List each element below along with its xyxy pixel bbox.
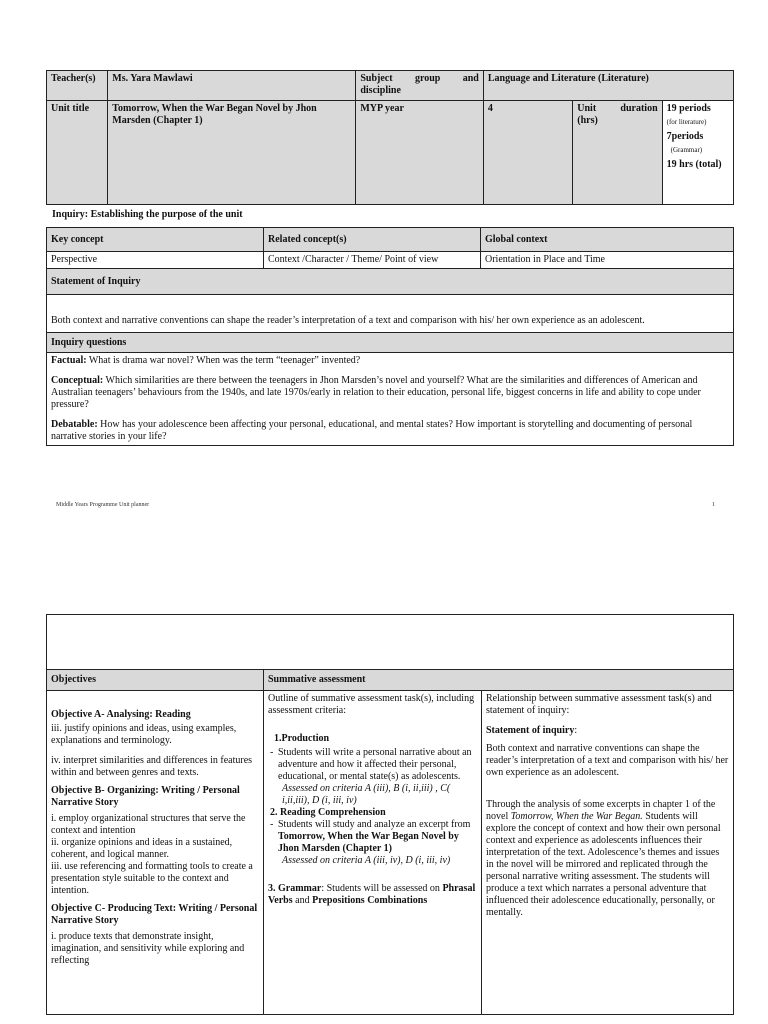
relationship-cell: Relationship between summative assessment task(s) and statement of inquiry: Statement of inquiry: Both context and narrative conventions can shape the reader’s interpretation of a text and comparison with his/ her own experience as an adolescent. Through the analysis of some excerpts in chapter 1 of the novel Tomorrow, When the War Began. Students will explore the concept of context and how their own personal context and experience as adolescents influences their interpretation of the text. Adolescence’s themes and issues in the novel will be mirrored and replicated through the personal narrative writing assessment. The students will produce a text which narrates a personal adventure that influenced their adolescence educationally, personally, or mentally. — [482, 691, 734, 1015]
global-context-value: Orientation in Place and Time — [481, 252, 734, 269]
objective-a-title: Objective A- Analysing: Reading — [51, 709, 191, 720]
debatable-question: Debatable: How has your adolescence been affecting your personal, educational, and mental states? How important is storytelling and documenting of personal narrative stories in your life? — [51, 419, 693, 442]
key-concept-label: Key concept — [47, 228, 264, 252]
related-concept-value: Context /Character / Theme/ Point of view — [264, 252, 481, 269]
inquiry-questions — [47, 353, 734, 446]
empty-box — [46, 614, 734, 670]
subject-value: Language and Literature (Literature) — [483, 71, 733, 101]
myp-year-label: MYP year — [356, 101, 484, 205]
production-title: 1.Production — [274, 733, 330, 744]
subject-label: Subject group and discipline — [356, 71, 484, 101]
statement-text: Both context and narrative conventions can shape the reader’s interpretation of a text and comparison with his/ her own experience as an adolescent. — [47, 295, 734, 333]
duration-value: 19 periods (for literature) 7periods (Grammar) 19 hrs (total) — [662, 101, 733, 205]
objective-c-title: Objective C- Producing Text: Writing / Personal Narrative Story — [51, 903, 258, 926]
teacher-label: Teacher(s) — [47, 71, 108, 101]
objectives-label: Objectives — [47, 670, 264, 691]
summative-cell: Outline of summative assessment task(s), including assessment criteria: 1.Production - Students will write a personal narrative about an adventure and how it affected their personal, educational, or mental state(s) as adolescents. Assessed on criteria A (iii), B (i, ii,iii) , C( i,ii,iii), D (i, iii, iv) 2. Reading Comprehension - Students will study and analyze an excerpt from Tomorrow, When the War Began Novel by Jhon Marsden (Chapter 1) Assessed on criteria A (iii, iv), D (i, iii, iv) 3. Grammar: Students will be assessed on Phrasal Verbs and Prepositions Combinations — [264, 691, 482, 1015]
related-concept-label: Related concept(s) — [264, 228, 481, 252]
page-number: 1 — [712, 502, 715, 508]
conceptual-question: Conceptual: Which similarities are there between the teenagers in Jhon Marsden’s novel and yourself? What are the similarities and differences of American and Australian teenagers’ behaviours from the 1940s, and late 1970s/early in relation to their education, personal life, biggest concerns in life and ability to cope under pressure? — [51, 375, 701, 410]
inquiry-heading: Inquiry: Establishing the purpose of the unit — [52, 209, 243, 220]
objectives-cell: Objective A- Analysing: Reading iii. justify opinions and ideas, using examples, explanations and terminology. iv. interpret similarities and differences in features within and between genres and texts. Objective B- Organizing: Writing / Personal Narrative Story i. employ organizational structures that serve the context and intention ii. organize opinions and ideas in a sustained, coherent, and logical manner. iii. use referencing and formatting tools to create a presentation style suitable to the context and intention. Objective C- Producing Text: Writing / Personal Narrative Story i. produce texts that demonstrate insight, imagination, and sensitivity while exploring and reflecting — [47, 691, 264, 1015]
key-concept-value: Perspective — [47, 252, 264, 269]
teacher-value: Ms. Yara Mawlawi — [108, 71, 356, 101]
objective-b-title: Objective B- Organizing: Writing / Personal Narrative Story — [51, 785, 240, 808]
unit-header-table — [46, 70, 734, 205]
objectives-table — [46, 669, 734, 1015]
global-context-label: Global context — [481, 228, 734, 252]
statement-label: Statement of Inquiry — [47, 269, 734, 295]
inquiry-table — [46, 227, 734, 446]
unit-title-label: Unit title — [47, 101, 108, 205]
inquiry-questions-label: Inquiry questions — [47, 333, 734, 353]
summative-label: Summative assessment — [264, 670, 734, 691]
grammar-item: 3. Grammar: Students will be assessed on Phrasal Verbs and Prepositions Combinations — [268, 883, 476, 906]
unit-title-value: Tomorrow, When the War Began Novel by Jhon Marsden (Chapter 1) — [108, 101, 356, 205]
duration-label: Unit duration (hrs) — [573, 101, 662, 205]
footer-title: Middle Years Programme Unit planner — [56, 502, 150, 508]
reading-title: 2. Reading Comprehension — [270, 807, 386, 818]
myp-year-value: 4 — [483, 101, 572, 205]
factual-question: Factual: What is drama war novel? When was the term “teenager” invented? — [51, 355, 361, 366]
